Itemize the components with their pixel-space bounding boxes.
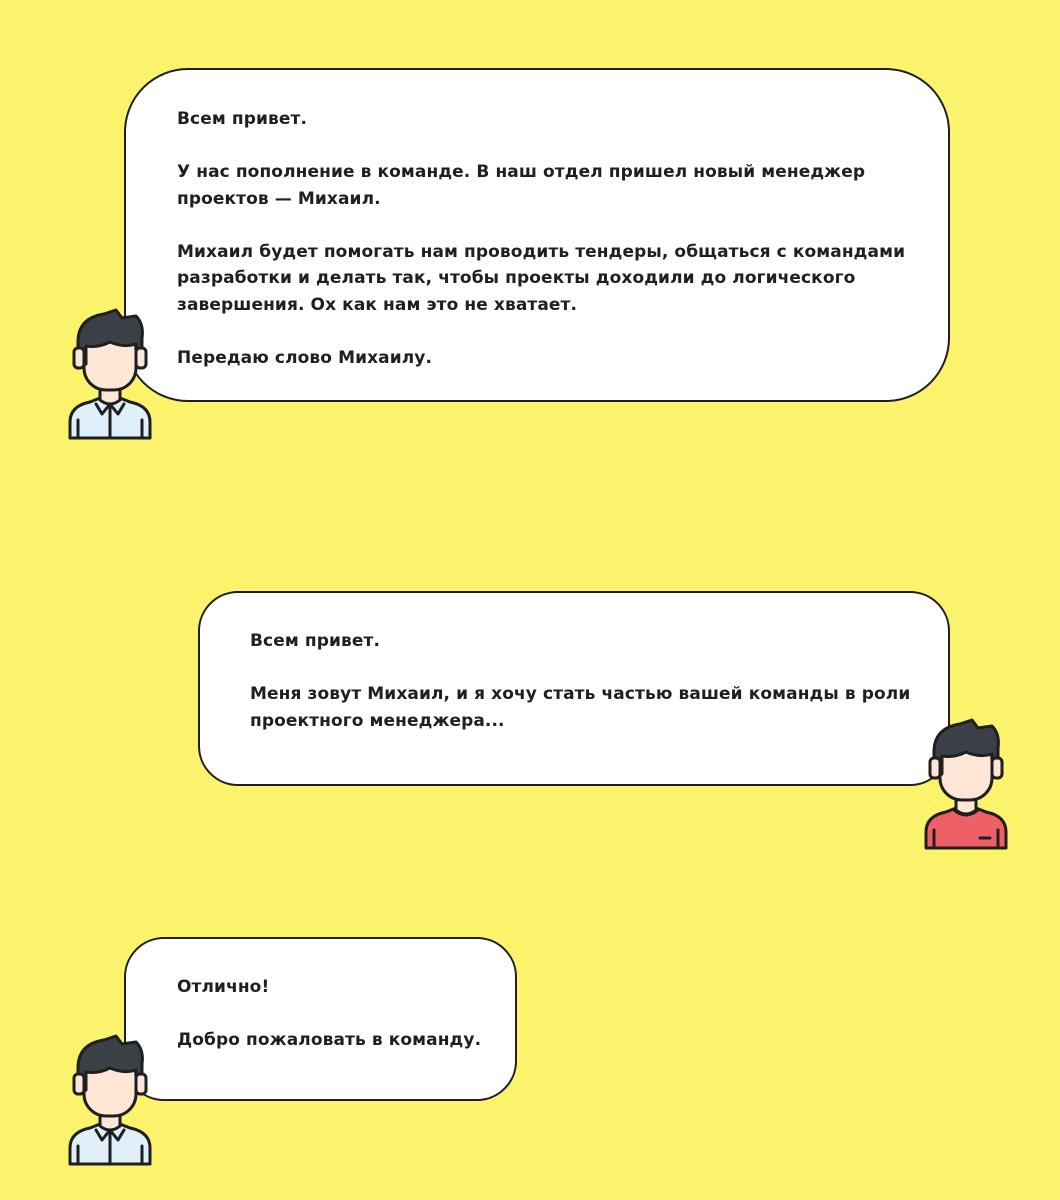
chat-bubble-welcome [124, 68, 950, 402]
message-paragraph: Меня зовут Михаил, и я хочу стать частью вашей команды в роли проектного менеджера... [250, 684, 911, 731]
message-paragraph: Михаил будет помогать нам проводить тендеры, общаться с командами разработки и делать так, чтобы проекты доходили до логического завершения. Ох как нам это не хватает. [177, 241, 906, 315]
man-avatar-blue-shirt-icon [64, 1034, 156, 1166]
man-avatar-red-shirt-icon [920, 718, 1012, 850]
message-paragraph: Передаю слово Михаилу. [177, 347, 433, 368]
message-paragraph: У нас пополнение в команде. В наш отдел пришел новый менеджер проектов — Михаил. [177, 162, 866, 209]
man-avatar-blue-shirt-icon [64, 308, 156, 440]
message-paragraph: Всем привет. [250, 631, 381, 651]
chat-bubble-greeting-reply [124, 937, 517, 1101]
message-paragraph: Добро пожаловать в команду. [177, 1030, 482, 1050]
chat-bubble-introduction [198, 591, 950, 786]
message-paragraph: Всем привет. [177, 109, 308, 129]
message-paragraph: Отлично! [177, 977, 270, 997]
